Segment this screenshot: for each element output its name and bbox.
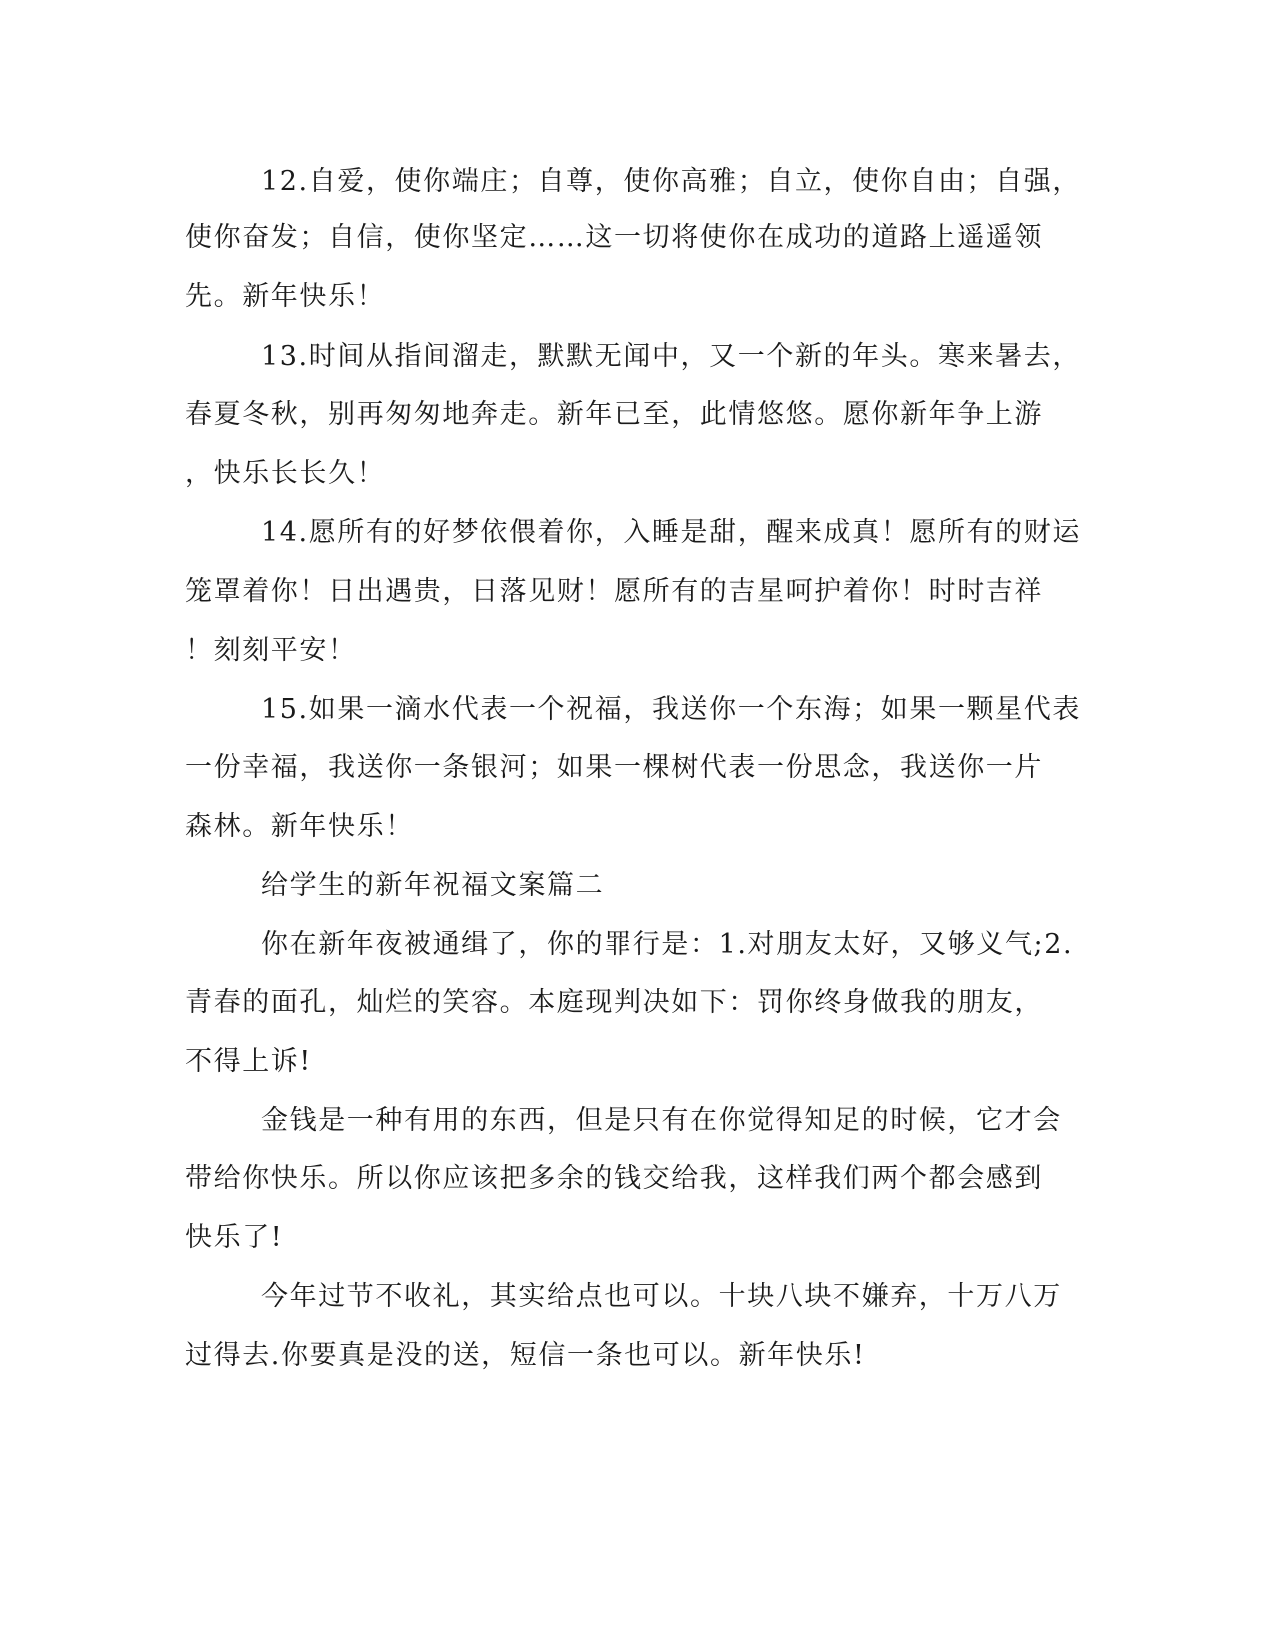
item-12-line-3: 先。新年快乐！ (185, 281, 386, 312)
para-2-line-2: 带给你快乐。所以你应该把多余的钱交给我，这样我们两个都会感到 (185, 1163, 1043, 1194)
item-14-line-2: 笼罩着你！日出遇贵，日落见财！愿所有的吉星呵护着你！时时吉祥 (185, 576, 1043, 607)
item-15-line-2: 一份幸福，我送你一条银河；如果一棵树代表一份思念，我送你一片 (185, 752, 1043, 783)
para-2-line-1: 金钱是一种有用的东西，但是只有在你觉得知足的时候，它才会 (261, 1105, 1062, 1136)
para-3-line-2: 过得去.你要真是没的送，短信一条也可以。新年快乐! (185, 1340, 866, 1371)
section-heading: 给学生的新年祝福文案篇二 (261, 870, 605, 901)
item-13-line-2: 春夏冬秋，别再匆匆地奔走。新年已至，此情悠悠。愿你新年争上游 (185, 399, 1043, 430)
item-12-line-1: 12.自爱，使你端庄；自尊，使你高雅；自立，使你自由；自强， (261, 166, 1081, 197)
para-1-line-1: 你在新年夜被通缉了，你的罪行是：1.对朋友太好，又够义气;2. (261, 929, 1074, 960)
para-1-line-3: 不得上诉! (185, 1046, 312, 1077)
item-13-line-1: 13.时间从指间溜走，默默无闻中，又一个新的年头。寒来暑去， (261, 341, 1081, 372)
item-12-line-2: 使你奋发；自信，使你坚定……这一切将使你在成功的道路上遥遥领 (185, 222, 1043, 253)
para-2-line-3: 快乐了! (185, 1222, 284, 1253)
item-15-line-3: 森林。新年快乐！ (185, 811, 414, 842)
item-15-line-1: 15.如果一滴水代表一个祝福，我送你一个东海；如果一颗星代表 (261, 694, 1081, 725)
para-1-line-2: 青春的面孔，灿烂的笑容。本庭现判决如下：罚你终身做我的朋友， (185, 987, 1043, 1018)
para-3-line-1: 今年过节不收礼，其实给点也可以。十块八块不嫌弃，十万八万 (261, 1281, 1062, 1312)
item-13-line-3: ，快乐长长久！ (185, 458, 386, 489)
item-14-line-1: 14.愿所有的好梦依偎着你，入睡是甜，醒来成真！愿所有的财运 (261, 517, 1081, 548)
item-14-line-3: ！刻刻平安！ (185, 635, 357, 666)
